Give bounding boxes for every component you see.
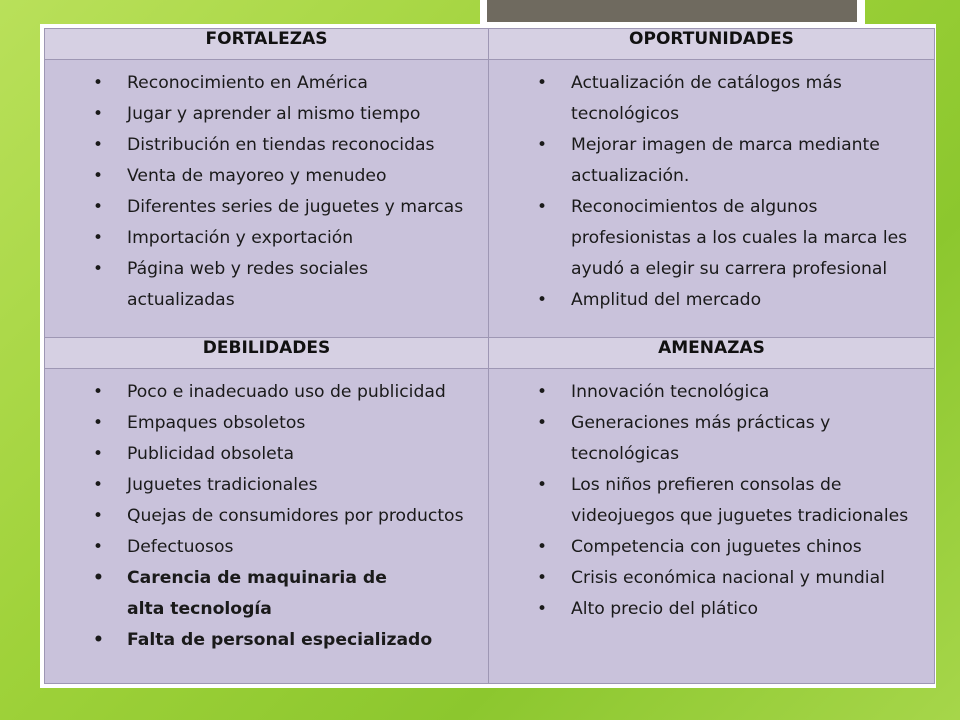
list-item: • Quejas de consumidores por productos <box>81 501 478 532</box>
list-item: • Poco e inadecuado uso de publicidad <box>81 377 478 408</box>
fortalezas-list <box>45 60 488 316</box>
content-row-bottom <box>45 369 935 684</box>
list-item: • Juguetes tradicionales <box>81 470 478 501</box>
list-item: • Innovación tecnológica <box>525 377 924 408</box>
swot-table <box>44 28 935 684</box>
top-decor-bar-inner <box>487 0 857 22</box>
oportunidades-cell <box>489 60 935 338</box>
list-item: • Carencia de maquinaria de alta tecnología <box>81 563 478 625</box>
debilidades-list <box>45 369 488 656</box>
list-item: • Actualización de catálogos más tecnológicos <box>525 68 924 130</box>
content-row-top <box>45 60 935 338</box>
amenazas-header: AMENAZAS <box>489 338 935 369</box>
list-item: • Distribución en tiendas reconocidas <box>81 130 478 161</box>
list-item: • Defectuosos <box>81 532 478 563</box>
header-row-top <box>45 29 935 60</box>
list-item: • Generaciones más prácticas y tecnológicas <box>525 408 924 470</box>
fortalezas-header: FORTALEZAS <box>45 29 489 60</box>
list-item: • Amplitud del mercado <box>525 285 924 316</box>
debilidades-cell <box>45 369 489 684</box>
list-item: • Falta de personal especializado <box>81 625 478 656</box>
list-item: • Diferentes series de juguetes y marcas <box>81 192 478 223</box>
fortalezas-cell <box>45 60 489 338</box>
list-item: • Crisis económica nacional y mundial <box>525 563 924 594</box>
list-item: • Reconocimiento en América <box>81 68 478 99</box>
oportunidades-header: OPORTUNIDADES <box>489 29 935 60</box>
amenazas-cell <box>489 369 935 684</box>
list-item: • Publicidad obsoleta <box>81 439 478 470</box>
amenazas-list <box>489 369 934 625</box>
list-item: • Mejorar imagen de marca mediante actualización. <box>525 130 924 192</box>
list-item: • Venta de mayoreo y menudeo <box>81 161 478 192</box>
debilidades-header: DEBILIDADES <box>45 338 489 369</box>
list-item: • Alto precio del plático <box>525 594 924 625</box>
list-item: • Página web y redes sociales actualizadas <box>81 254 478 316</box>
list-item: • Jugar y aprender al mismo tiempo <box>81 99 478 130</box>
list-item: • Empaques obsoletos <box>81 408 478 439</box>
oportunidades-list <box>489 60 934 316</box>
list-item: • Reconocimientos de algunos profesionistas a los cuales la marca les ayudó a elegir su carrera profesional <box>525 192 924 285</box>
list-item: • Competencia con juguetes chinos <box>525 532 924 563</box>
list-item: • Importación y exportación <box>81 223 478 254</box>
header-row-bottom <box>45 338 935 369</box>
list-item: • Los niños prefieren consolas de videojuegos que juguetes tradicionales <box>525 470 924 532</box>
